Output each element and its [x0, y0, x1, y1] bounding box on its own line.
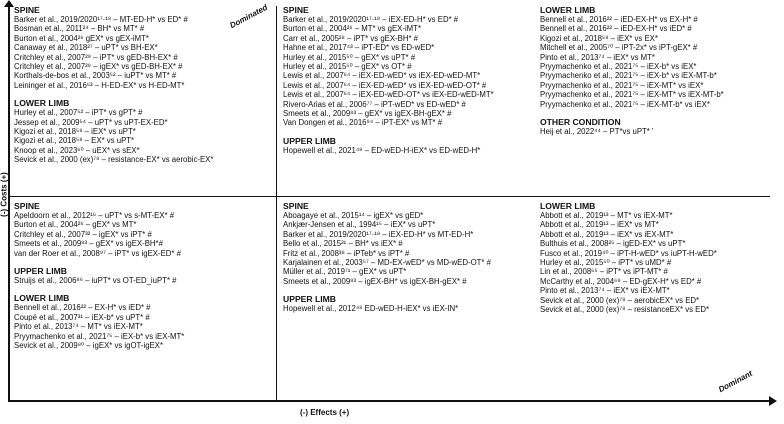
study-comparison: Bello et al., 2015²¹ – BH* vs iEX* # [283, 239, 403, 249]
y-axis-arrow-icon [4, 0, 14, 7]
study-comparison: Lewis et al., 2007⁶⁴ – iEX-ED-wED-OT* vs iEX-ED-wED-MT* [283, 90, 494, 100]
study-comparison: Hurley et al., 2015⁵⁰ – gEX* vs OT* # [283, 62, 412, 72]
study-comparison: Lewis et al., 2007⁶⁴ – iEX-ED-wED* vs iEX-ED-wED-MT* [283, 71, 481, 81]
study-comparison: Hahne et al., 2017⁴³ – iPT-ED* vs ED-wED* [283, 43, 435, 53]
group-heading: UPPER LIMB [14, 266, 67, 277]
quadrant-q22 [283, 200, 491, 314]
study-comparison: Knoop et al., 2023⁶⁰ – uEX* vs sEX* [14, 145, 140, 155]
study-comparison: Smeets et al., 2009⁸³ – igEX-BH* vs igEX-BH-gEX* # [283, 276, 467, 286]
study-comparison: Hurley et al., 2007⁵² – iPT* vs gPT* # [14, 108, 143, 118]
group-heading: LOWER LIMB [14, 98, 70, 109]
group-heading: OTHER CONDITION [540, 117, 621, 128]
dominant-label: Dominant [717, 368, 754, 395]
study-comparison: Kigozi et al., 2018⁵⁸ – iEX* vs EX* [540, 33, 658, 43]
study-comparison: Abbott et al., 2019¹³ – MT* vs iEX-MT* [540, 211, 673, 220]
study-comparison: Sevick et al., 2000 (ex)⁷⁸ – resistance-EX* vs aerobic-EX* [14, 155, 214, 165]
study-comparison: Müller et al., 2019⁷¹ – gEX* vs uPT* [283, 267, 407, 277]
quadrant-q11 [14, 4, 213, 165]
study-comparison: Abbott et al., 2019¹³ – iEX* vs MT* [540, 220, 659, 230]
study-comparison: Hopewell et al., 2021⁴⁸ – ED-wED-H-iEX* vs ED-wED-H* [283, 145, 481, 155]
study-comparison: Pinto et al., 2013⁷⁴ – MT* vs iEX-MT* [14, 322, 143, 332]
study-comparison: Burton et al., 2004²⁶ gEX* vs gEX-iMT* [14, 33, 149, 43]
study-comparison: Leininger et al., 2016⁶³ – H-ED-EX* vs H-ED-MT* [14, 80, 185, 90]
study-comparison: Rivero-Arias et al., 2006⁷⁷ – iPT-wED* vs ED-wED* # [283, 99, 466, 109]
study-comparison: Jessep et al., 2009⁵⁴ – uPT* vs uPT-EX-ED* [14, 117, 168, 127]
group-heading: UPPER LIMB [283, 135, 336, 146]
study-comparison: Sevick et al., 2000 (ex)⁷⁸ – aerobicEX* vs ED* [540, 295, 700, 305]
study-comparison: Pryymachenko et al., 2021⁷⁵ – iEX-MT* vs iEX-MT-b* [540, 90, 724, 100]
quadrant-q23 [540, 200, 717, 314]
study-comparison: Pinto et al., 2013⁷⁴ – iEX* vs iEX-MT* [540, 286, 670, 296]
study-comparison: Pryymachenko et al., 2021⁷⁵ – iEX-b* vs iEX-MT-b* [540, 71, 717, 81]
study-comparison: Karjalainen et al., 2003⁵⁷ – MD-EX-wED* vs MD-wED-OT* # [283, 258, 491, 268]
study-comparison: Pryymachenko et al., 2021⁷⁵ – iEX-b* vs iEX* [540, 62, 697, 72]
dominated-label: Dominated [228, 2, 270, 31]
study-comparison: Abbott et al., 2019¹³ – iEX* vs iEX-MT* [540, 229, 674, 239]
study-comparison: Apeldoorn et al., 2012¹⁶ – uPT* vs s-MT-EX* # [14, 211, 175, 220]
study-comparison: Ankjær-Jensen et al., 1994¹⁵ – iEX* vs uPT* [283, 220, 436, 230]
group-heading: UPPER LIMB [283, 294, 336, 305]
study-comparison: Bosman et al., 2011²⁴ – BH* vs MT* # [14, 24, 145, 34]
study-comparison: Pryymachenko et al., 2021⁷⁵ – iEX-MT-b* vs iEX* [540, 99, 710, 109]
horizontal-divider [8, 196, 770, 197]
study-comparison: Mitchell et al., 2005⁷⁰ – iPT-2x* vs iPT-gEX* # [540, 43, 698, 53]
study-comparison: Critchley et al., 2007²⁹ – igEX* vs gED-BH-EX* # [14, 62, 183, 72]
study-comparison: Fritz et al., 2008³⁸ – iPTeb* vs iPT* # [283, 248, 410, 258]
study-comparison: Hopewell et al., 2012⁴⁸ ED-wED-H-iEX* vs iEX-IN* [283, 304, 459, 314]
study-comparison: Kigozi et al., 2018⁵⁸ – EX* vs uPT* [14, 136, 135, 146]
study-comparison: Hurley et al., 2015⁵⁰ – gEX* vs uPT* # [283, 52, 416, 62]
study-comparison: Barker et al., 2019/2020¹⁷·¹⁸ – MT-ED-H* vs ED* # [14, 15, 188, 24]
group-heading: SPINE [14, 201, 40, 211]
quadrant-q21 [14, 200, 184, 350]
study-comparison: Burton et al., 2004²⁶ – MT* vs gEX-iMT* [283, 24, 421, 34]
group-heading: SPINE [14, 5, 40, 15]
study-comparison: Korthals-de-bos et al., 2003⁵² – iuPT* vs MT* # [14, 71, 177, 81]
x-axis [8, 400, 770, 402]
study-comparison: Heij et al., 2022⁴⁴ – PT*vs uPT* ' [540, 127, 654, 137]
study-comparison: Critchley et al., 2007³² – igEX* vs iPT* # [14, 229, 152, 239]
study-comparison: Barker et al., 2019/2020¹⁷·¹⁸ – iEX-ED-H* vs MT-ED-H* [283, 229, 474, 239]
study-comparison: Bennell et al., 2016²² – EX-H* vs iED* # [14, 303, 151, 313]
study-comparison: Canaway et al., 2018²⁷ – uPT* vs BH-EX* [14, 43, 158, 53]
y-axis-label: (-) Costs (+) [0, 172, 9, 217]
study-comparison: Sevick et al., 2009⁸⁰ – igEX* vs igOT-igEX* [14, 341, 163, 351]
study-comparison: Lewis et al., 2007⁶⁴ – iEX-ED-wED* vs iEX-ED-wED-OT* # [283, 80, 487, 90]
study-comparison: Van Dongen et al., 2016⁹⁴ – iPT-EX* vs MT* # [283, 118, 443, 128]
study-comparison: Bennell et al., 2016²² – iED-EX-H* vs EX-H* # [540, 15, 698, 24]
study-comparison: Critchley et al., 2007²⁹ – iPT* vs gED-BH-EX* # [14, 52, 178, 62]
study-comparison: Pryymachenko et al., 2021⁷⁵ – iEX-MT* vs iEX* [540, 80, 704, 90]
group-heading: LOWER LIMB [14, 293, 70, 304]
study-comparison: Pryymachenko et al., 2021⁷⁵ – iEX-b* vs iEX-MT* [14, 331, 185, 341]
quadrant-q12 [283, 4, 494, 155]
quadrant-q13 [540, 4, 724, 136]
vertical-divider [276, 6, 277, 400]
study-comparison: van der Roer et al., 2008⁹⁷ – iPT* vs igEX-ED* # [14, 248, 181, 258]
group-heading: LOWER LIMB [540, 5, 596, 15]
study-comparison: Burton et al., 2004²⁶ – gEX* vs MT* [14, 220, 137, 230]
study-comparison: Smeets et al., 2009⁸³ – gEX* vs igEX-BH*# [14, 239, 163, 249]
study-comparison: Aboagaye et al., 2015¹⁴ – igEX* vs gED* [283, 211, 424, 220]
study-comparison: Lin et al., 2008⁶⁵ – iPT* vs iPT-MT* # [540, 267, 668, 277]
study-comparison: Pinto et al., 2013⁷⁴ – iEX* vs MT* [540, 52, 655, 62]
group-heading: SPINE [283, 5, 309, 15]
study-comparison: Smeets et al., 2009⁸³ – gEX* vs igEX-BH-gEX* # [283, 109, 452, 119]
x-axis-arrow-icon [769, 396, 777, 406]
study-comparison: Struijs et al., 2006⁸⁶ – iuPT* vs OT-ED_iuPT* # [14, 276, 177, 286]
study-comparison: McCarthy et al., 2004⁶⁹ – ED-gEX-H* vs ED* # [540, 276, 702, 286]
study-comparison: Barker et al., 2019/2020¹⁷·¹⁸ – iEX-ED-H* vs ED* # [283, 15, 459, 24]
study-comparison: Bulthuis et al., 2008²⁵ – igED-EX* vs uPT* [540, 239, 686, 249]
study-comparison: Hurley et al., 2015⁵⁰ – iPT* vs uMD* # [540, 258, 672, 268]
x-axis-label: (-) Effects (+) [300, 408, 350, 417]
study-comparison: Bennell et al., 2016²² – iED-EX-H* vs iED* # [540, 24, 692, 34]
study-comparison: Kigozi et al., 2018⁵⁸ – iEX* vs uPT* [14, 127, 136, 137]
group-heading: SPINE [283, 201, 309, 211]
study-comparison: Carr et al., 2005²⁸ – iPT* vs gEX-BH* # [283, 33, 419, 43]
group-heading: LOWER LIMB [540, 201, 596, 211]
study-comparison: Fusco et al., 2019⁴⁰ – iPT-H-wED* vs iuPT-H-wED* [540, 248, 717, 258]
study-comparison: Sevick et al., 2000 (ex)⁷⁸ – resistanceEX* vs ED* [540, 305, 710, 315]
study-comparison: Coupé et al., 2007³¹ – iEX-b* vs uPT* # [14, 312, 150, 322]
